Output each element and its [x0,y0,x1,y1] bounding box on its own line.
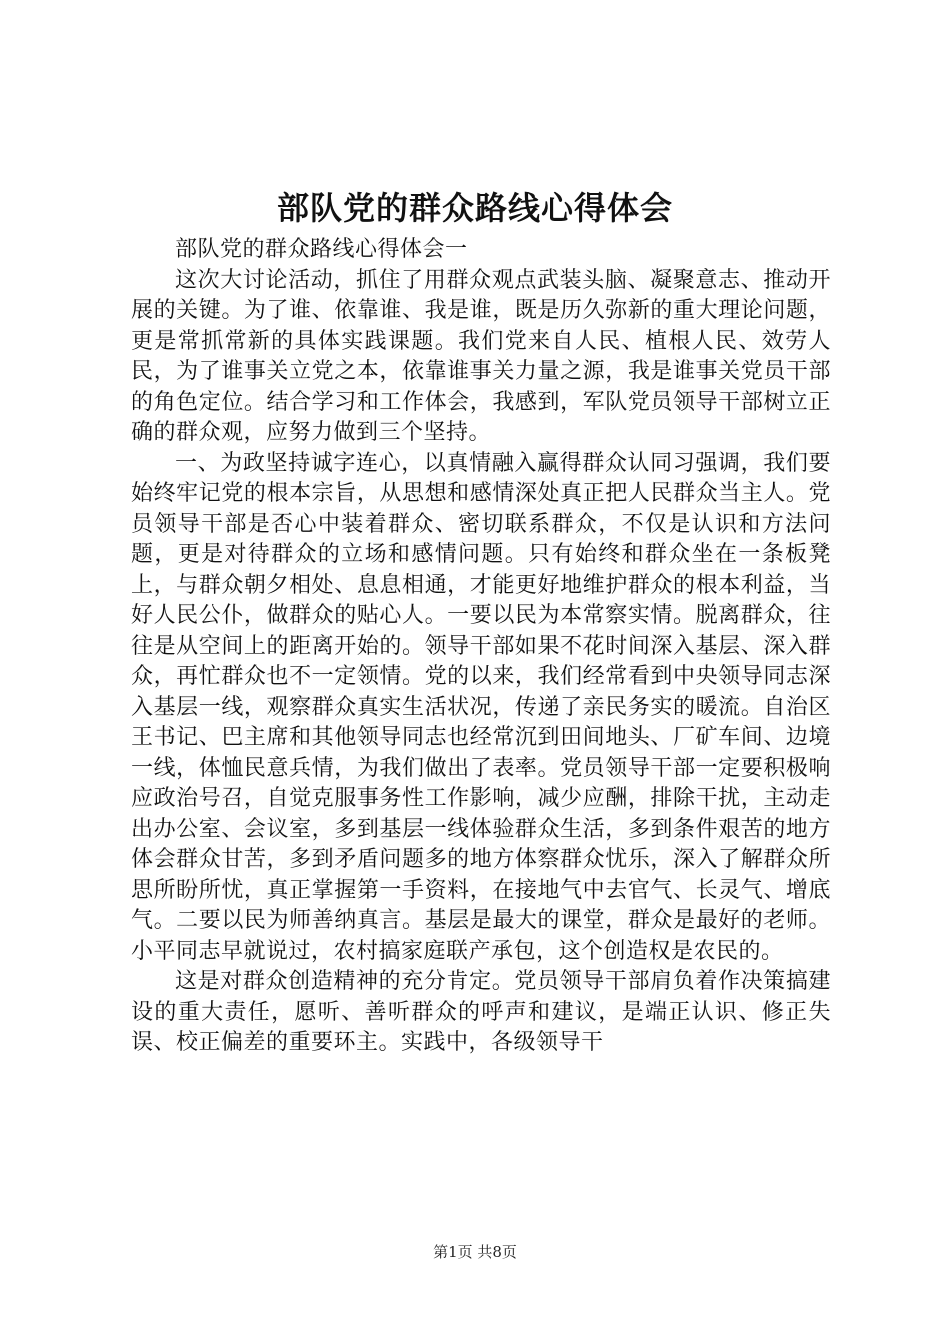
paragraph-1: 这次大讨论活动，抓住了用群众观点武装头脑、凝聚意志、推动开展的关键。为了谁、依靠谁、我是谁，既是历久弥新的重大理论问题，更是常抓常新的具体实践课题。我们党来自人民、植根人民、效劳人民，为了谁事关立党之本，依靠谁事关力量之源，我是谁事关党员干部的角色定位。结合学习和工作体会，我感到，军队党员领导干部树立正确的群众观，应努力做到三个坚持。 [131,267,831,445]
paragraph-2: 一、为政坚持诚字连心，以真情融入赢得群众认同习强调，我们要始终牢记党的根本宗旨，从思想和感情深处真正把人民群众当主人。党员领导干部是否心中装着群众、密切联系群众，不仅是认识和方法问题，更是对待群众的立场和感情问题。只有始终和群众坐在一条板凳上，与群众朝夕相处、息息相通，才能更好地维护群众的根本利益，当好人民公仆，做群众的贴心人。一要以民为本常察实情。脱离群众，往往是从空间上的距离开始的。领导干部如果不花时间深入基层、深入群众，再忙群众也不一定领情。党的以来，我们经常看到中央领导同志深入基层一线，观察群众真实生活状况，传递了亲民务实的暖流。自治区王书记、巴主席和其他领导同志也经常沉到田间地头、厂矿车间、边境一线，体恤民意兵情，为我们做出了表率。党员领导干部一定要积极响应政治号召，自觉克服事务性工作影响，减少应酬，排除干扰，主动走出办公室、会议室，多到基层一线体验群众生活，多到条件艰苦的地方体会群众甘苦，多到矛盾问题多的地方体察群众忧乐，深入了解群众所思所盼所忧，真正掌握第一手资料，在接地气中去官气、长灵气、增底气。二要以民为师善纳真言。基层是最大的课堂，群众是最好的老师。小平同志早就说过，农村搞家庭联产承包，这个创造权是农民的。 [131,450,831,964]
document-body [131,235,831,1059]
page-title: 部队党的群众路线心得体会 [276,189,673,227]
paragraph-3: 这是对群众创造精神的充分肯定。党员领导干部肩负着作决策搞建设的重大责任，愿听、善听群众的呼声和建议，是端正认识、修正失误、校正偏差的重要环主。实践中，各级领导干 [131,969,831,1055]
page-footer: 第1页 共8页 [433,1243,517,1261]
section-subtitle: 部队党的群众路线心得体会一 [175,237,468,262]
